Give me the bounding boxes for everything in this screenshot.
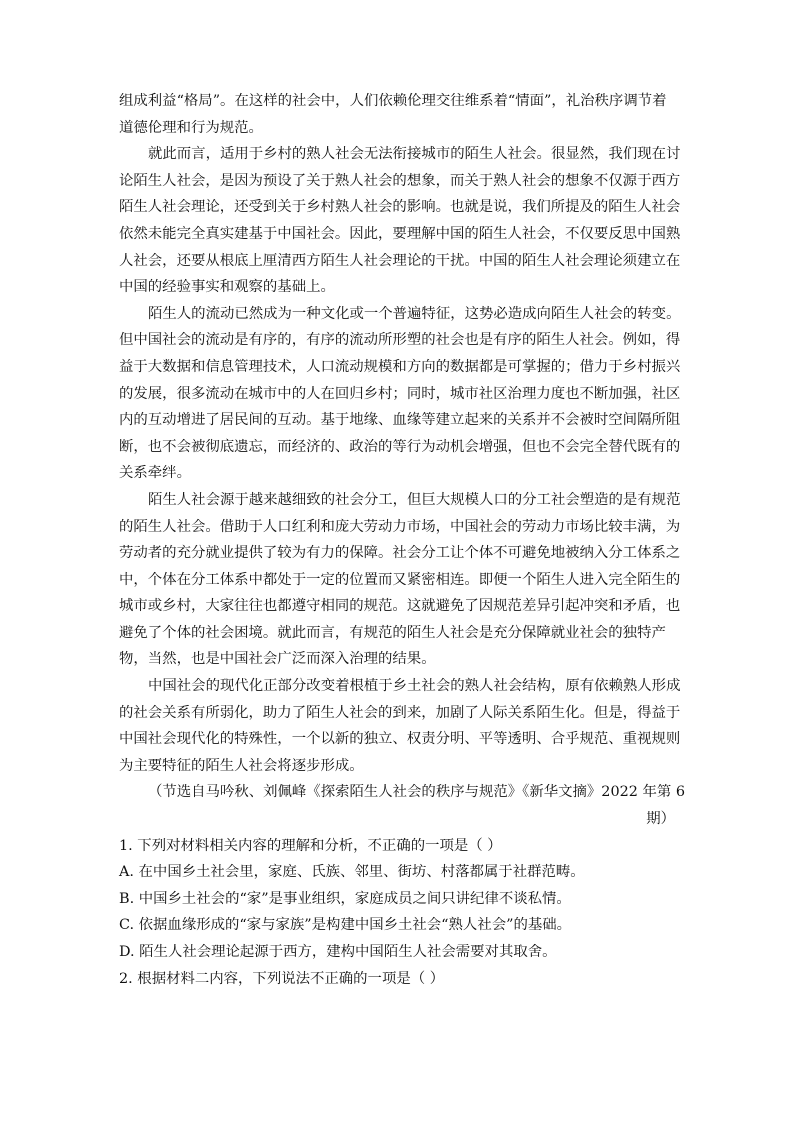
question-stem: 1. 下列对材料相关内容的理解和分析，不正确的一项是（ ） [119, 837, 502, 854]
text-line: 但中国社会的流动是有序的，有序的流动所形塑的社会也是有序的陌生人社会。例如，得 [119, 332, 681, 349]
text-line: 中国社会的现代化正部分改变着根植于乡土社会的熟人社会结构，原有依赖熟人形成 [148, 678, 681, 695]
text-line: 道德伦理和行为规范。 [119, 119, 263, 136]
text-line: 中国社会现代化的特殊性，一个以新的独立、权责分明、平等透明、合乎规范、重视规则 [119, 731, 681, 748]
option-d: D. 陌生人社会理论起源于西方，建构中国陌生人社会需要对其取舍。 [119, 944, 557, 960]
question-stem: 2. 根据材料二内容，下列说法不正确的一项是（ ） [119, 970, 445, 987]
text-line: 人社会，还要从根底上厘清西方陌生人社会理论的干扰。中国的陌生人社会理论须建立在 [119, 252, 681, 269]
text-line: 陌生人的流动已然成为一种文化或一个普遍特征，这势必造成向陌生人社会的转变。 [148, 305, 681, 322]
text-line: 中国的经验事实和观察的基础上。 [119, 279, 335, 296]
question-list [119, 833, 675, 993]
text-line: 依然未能完全真实建基于中国社会。因此，要理解中国的陌生人社会，不仅要反思中国熟 [119, 225, 681, 242]
text-line: 为主要特征的陌生人社会将逐步形成。 [119, 757, 364, 774]
text-line: 的发展，很多流动在城市中的人在回归乡村；同时，城市社区治理力度也不断加强，社区 [119, 385, 681, 402]
text-line: 物，当然，也是中国社会广泛而深入治理的结果。 [119, 651, 436, 668]
text-line: 内的互动增进了居民间的互动。基于地缘、血缘等建立起来的关系并不会被时空间隔所阻 [119, 412, 681, 429]
citation-line: （节选自马吟秋、刘佩峰《探索陌生人社会的秩序与规范》《新华文摘》2022 年第 6 [148, 784, 686, 801]
paragraph [119, 141, 681, 301]
citation-line: 期） [646, 811, 675, 828]
text-line: 陌生人社会源于越来越细致的社会分工，但巨大规模人口的分工社会塑造的是有规范 [148, 491, 681, 508]
text-line: 劳动者的充分就业提供了较为有力的保障。社会分工让个体不可避免地被纳入分工体系之 [119, 545, 681, 562]
text-line: 城市或乡村，大家往往也都遵守相同的规范。这就避免了因规范差异引起冲突和矛盾，也 [119, 598, 681, 615]
source-citation [119, 779, 686, 832]
text-line: 组成利益“格局”。在这样的社会中，人们依赖伦理交往维系着“情面”，礼治秩序调节着 [119, 93, 667, 109]
text-line: 陌生人社会理论，还受到关于乡村熟人社会的影响。也就是说，我们所提及的陌生人社会 [119, 199, 681, 216]
option-b: B. 中国乡土社会的“家”是事业组织，家庭成员之间只讲纪律不谈私情。 [119, 890, 571, 907]
option-a: A. 在中国乡土社会里，家庭、氏族、邻里、街坊、村落都属于社群范畴。 [119, 864, 585, 881]
text-line: 关系牵绊。 [119, 465, 191, 482]
option-c: C. 依据血缘形成的“家与家族”是构建中国乡土社会“熟人社会”的基础。 [119, 917, 572, 934]
text-line: 就此而言，适用于乡村的熟人社会无法衔接城市的陌生人社会。很显然，我们现在讨 [148, 146, 681, 163]
document-page [119, 88, 686, 992]
text-line: 中，个体在分工体系中都处于一定的位置而又紧密相连。即便一个陌生人进入完全陌生的 [119, 571, 681, 588]
text-line: 避免了个体的社会困境。就此而言，有规范的陌生人社会是充分保障就业社会的独特产 [119, 624, 666, 641]
text-line: 的陌生人社会。借助于人口红利和庞大劳动力市场，中国社会的劳动力市场比较丰满，为 [119, 518, 681, 535]
text-line: 论陌生人社会，是因为预设了关于熟人社会的想象，而关于熟人社会的想象不仅源于西方 [119, 172, 681, 189]
paragraph [119, 673, 681, 779]
text-line: 断，也不会被彻底遗忘，而经济的、政治的等行为动机会增强，但也不会完全替代既有的 [119, 438, 681, 455]
paragraph [119, 301, 681, 487]
text-line: 的社会关系有所弱化，助力了陌生人社会的到来，加剧了人际关系陌生化。但是，得益于 [119, 704, 681, 721]
paragraph [119, 88, 675, 141]
paragraph [119, 487, 681, 673]
text-line: 益于大数据和信息管理技术，人口流动规模和方向的数据都是可掌握的；借力于乡村振兴 [119, 358, 681, 375]
